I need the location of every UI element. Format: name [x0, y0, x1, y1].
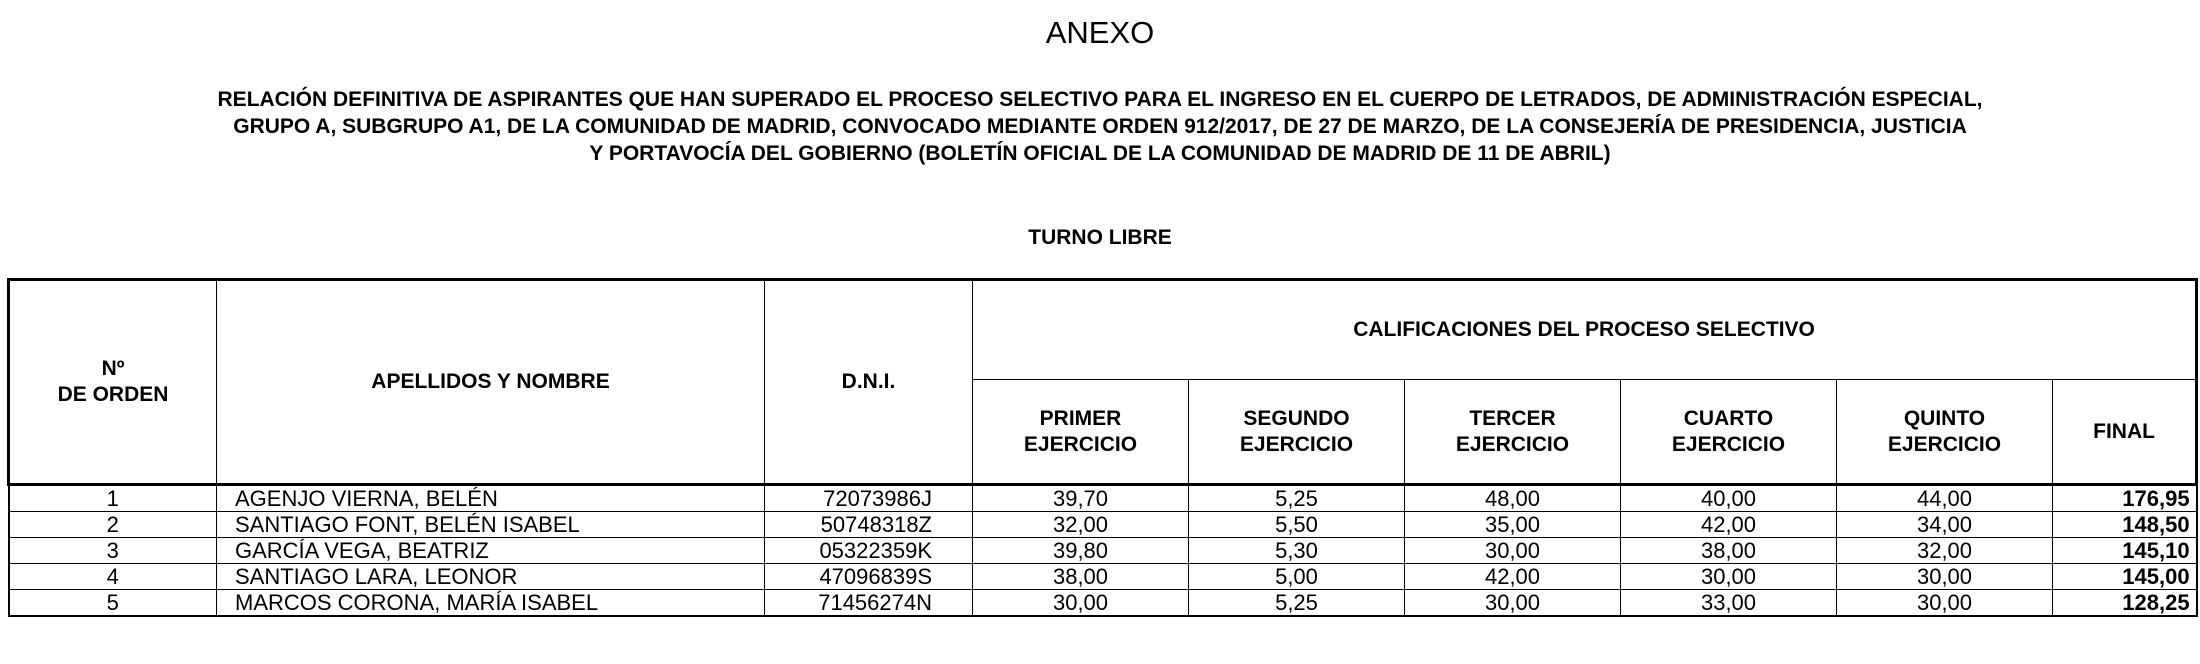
- cell-primer: 39,70: [973, 485, 1189, 512]
- header-nombre: APELLIDOS Y NOMBRE: [217, 280, 765, 485]
- subtitle-line: Y PORTAVOCÍA DEL GOBIERNO (BOLETÍN OFICIAL DE LA COMUNIDAD DE MADRID DE 11 DE ABRIL): [589, 142, 1611, 165]
- cell-segundo: 5,50: [1189, 512, 1405, 538]
- cell-dni: 05322359K: [765, 538, 973, 564]
- cell-nombre: AGENJO VIERNA, BELÉN: [217, 485, 765, 512]
- table-body: [9, 485, 2197, 617]
- cell-nombre: SANTIAGO FONT, BELÉN ISABEL: [217, 512, 765, 538]
- header-primer: [973, 380, 1189, 485]
- cell-nombre: SANTIAGO LARA, LEONOR: [217, 564, 765, 590]
- header-orden: [9, 280, 217, 485]
- header-line: EJERCICIO: [1023, 432, 1138, 456]
- cell-nombre: GARCÍA VEGA, BEATRIZ: [217, 538, 765, 564]
- header-dni: D.N.I.: [765, 280, 973, 485]
- subtitle-line: RELACIÓN DEFINITIVA DE ASPIRANTES QUE HAN SUPERADO EL PROCESO SELECTIVO PARA EL INGRESO EN EL CUERPO DE LETRADOS, DE ADMINISTRACIÓN ESPECIAL,: [217, 88, 1983, 111]
- header-final: FINAL: [2053, 380, 2197, 485]
- cell-segundo: 5,00: [1189, 564, 1405, 590]
- cell-orden: 2: [9, 512, 217, 538]
- cell-dni: 50748318Z: [765, 512, 973, 538]
- cell-tercer: 42,00: [1405, 564, 1621, 590]
- header-line: EJERCICIO: [1887, 432, 2002, 456]
- cell-quinto: 30,00: [1837, 590, 2053, 617]
- turno-heading: TURNO LIBRE: [1028, 226, 1172, 249]
- cell-final: 148,50: [2053, 512, 2197, 538]
- cell-primer: 30,00: [973, 590, 1189, 617]
- header-line: EJERCICIO: [1671, 432, 1786, 456]
- header-line: CUARTO: [1683, 406, 1774, 430]
- cell-cuarto: 40,00: [1621, 485, 1837, 512]
- cell-nombre: MARCOS CORONA, MARÍA ISABEL: [217, 590, 765, 617]
- document-subtitle: [30, 86, 2170, 167]
- results-table: [7, 278, 2198, 617]
- table-row: [9, 590, 2197, 617]
- cell-orden: 4: [9, 564, 217, 590]
- cell-tercer: 48,00: [1405, 485, 1621, 512]
- header-orden-line: Nº: [101, 357, 125, 380]
- cell-tercer: 30,00: [1405, 590, 1621, 617]
- cell-dni: 47096839S: [765, 564, 973, 590]
- cell-dni: 72073986J: [765, 485, 973, 512]
- cell-orden: 1: [9, 485, 217, 512]
- cell-cuarto: 42,00: [1621, 512, 1837, 538]
- table-header: [9, 280, 2197, 485]
- subtitle-line: GRUPO A, SUBGRUPO A1, DE LA COMUNIDAD DE MADRID, CONVOCADO MEDIANTE ORDEN 912/2017, DE 27 DE MARZO, DE LA CONSEJERÍA DE PRESIDENCIA, JUSTICIA: [233, 115, 1967, 138]
- cell-final: 128,25: [2053, 590, 2197, 617]
- cell-segundo: 5,30: [1189, 538, 1405, 564]
- cell-cuarto: 33,00: [1621, 590, 1837, 617]
- cell-quinto: 32,00: [1837, 538, 2053, 564]
- cell-segundo: 5,25: [1189, 485, 1405, 512]
- header-calificaciones: CALIFICACIONES DEL PROCESO SELECTIVO: [973, 280, 2197, 380]
- cell-primer: 38,00: [973, 564, 1189, 590]
- header-cuarto: [1621, 380, 1837, 485]
- cell-tercer: 35,00: [1405, 512, 1621, 538]
- header-line: EJERCICIO: [1455, 432, 1570, 456]
- header-segundo: [1189, 380, 1405, 485]
- cell-orden: 5: [9, 590, 217, 617]
- header-line: PRIMER: [1039, 406, 1122, 430]
- cell-quinto: 34,00: [1837, 512, 2053, 538]
- header-line: TERCER: [1469, 406, 1556, 430]
- header-line: SEGUNDO: [1243, 406, 1350, 430]
- header-line: QUINTO: [1903, 406, 1986, 430]
- cell-segundo: 5,25: [1189, 590, 1405, 617]
- cell-primer: 32,00: [973, 512, 1189, 538]
- header-tercer: [1405, 380, 1621, 485]
- cell-final: 176,95: [2053, 485, 2197, 512]
- document-title: ANEXO: [1045, 15, 1155, 50]
- cell-quinto: 30,00: [1837, 564, 2053, 590]
- cell-dni: 71456274N: [765, 590, 973, 617]
- table-row: [9, 538, 2197, 564]
- cell-quinto: 44,00: [1837, 485, 2053, 512]
- cell-cuarto: 38,00: [1621, 538, 1837, 564]
- cell-tercer: 30,00: [1405, 538, 1621, 564]
- cell-cuarto: 30,00: [1621, 564, 1837, 590]
- table-row: [9, 564, 2197, 590]
- cell-final: 145,00: [2053, 564, 2197, 590]
- cell-orden: 3: [9, 538, 217, 564]
- header-line: EJERCICIO: [1239, 432, 1354, 456]
- cell-primer: 39,80: [973, 538, 1189, 564]
- cell-final: 145,10: [2053, 538, 2197, 564]
- table-row: [9, 485, 2197, 512]
- table-row: [9, 512, 2197, 538]
- header-orden-line: DE ORDEN: [57, 383, 169, 406]
- header-quinto: [1837, 380, 2053, 485]
